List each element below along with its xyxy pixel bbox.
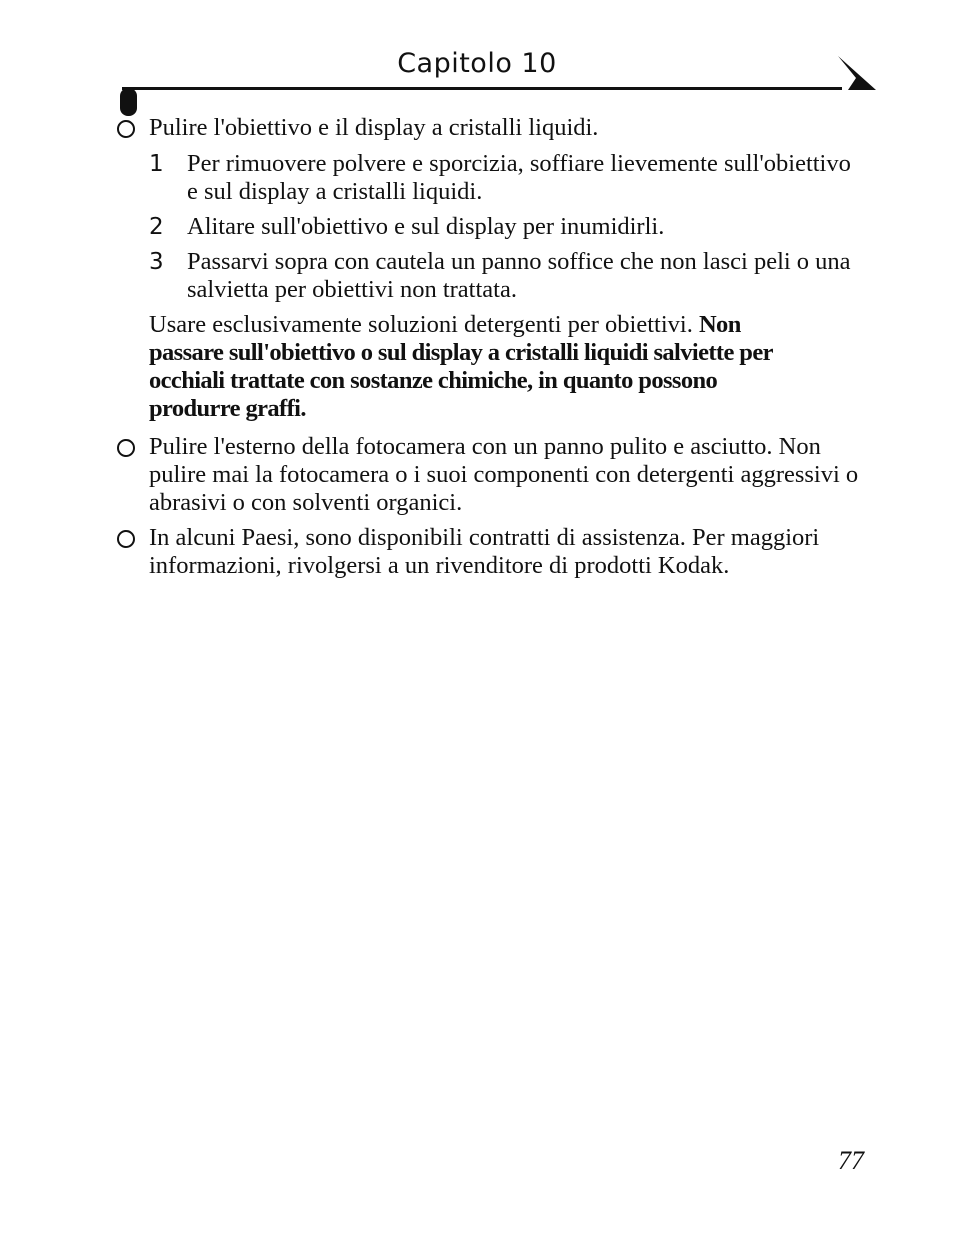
header-rule xyxy=(122,87,842,90)
step-number: 3 xyxy=(149,249,164,275)
step-item xyxy=(149,213,862,241)
page-content xyxy=(112,114,862,587)
bullet-item-service-contracts xyxy=(112,524,862,580)
header-arrow-icon xyxy=(836,54,878,92)
cleaning-note xyxy=(149,311,779,423)
step-number: 2 xyxy=(149,214,164,240)
bullet-item-clean-lens xyxy=(112,114,862,423)
bullet-text: Pulire l'obiettivo e il display a cristalli liquidi. xyxy=(149,114,599,141)
hollow-circle-bullet-icon xyxy=(116,119,136,139)
step-text: Alitare sull'obiettivo e sul display per inumidirli. xyxy=(187,213,665,240)
step-item xyxy=(149,248,862,304)
step-text: Passarvi sopra con cautela un panno soffice che non lasci peli o una salvietta per obiettivi non trattata. xyxy=(187,248,851,303)
bullet-item-clean-exterior xyxy=(112,433,862,517)
note-plain-text: Usare esclusivamente soluzioni detergenti per obiettivi. xyxy=(149,311,699,338)
header-rule-cap xyxy=(120,88,137,116)
chapter-title: Capitolo 10 xyxy=(397,48,557,79)
steps-list xyxy=(149,150,862,304)
step-item xyxy=(149,150,862,206)
bullet-text: In alcuni Paesi, sono disponibili contratti di assistenza. Per maggiori informazioni, rivolgersi a un rivenditore di prodotti Kodak. xyxy=(149,524,820,579)
step-text: Per rimuovere polvere e sporcizia, soffiare lievemente sull'obiettivo e sul display a cristalli liquidi. xyxy=(187,150,851,205)
bullet-text: Pulire l'esterno della fotocamera con un panno pulito e asciutto. Non pulire mai la fotocamera o i suoi componenti con detergenti aggressivi o abrasivi o con solventi organici. xyxy=(149,433,859,516)
hollow-circle-bullet-icon xyxy=(116,438,136,458)
page-number: 77 xyxy=(838,1146,864,1175)
note-warning-text: Non passare sull'obiettivo o sul display a cristalli liquidi salviette per occhiali trattate con sostanze chimiche, in quanto possono produrre graffi. xyxy=(149,311,773,422)
step-number: 1 xyxy=(149,151,164,177)
hollow-circle-bullet-icon xyxy=(116,529,136,549)
